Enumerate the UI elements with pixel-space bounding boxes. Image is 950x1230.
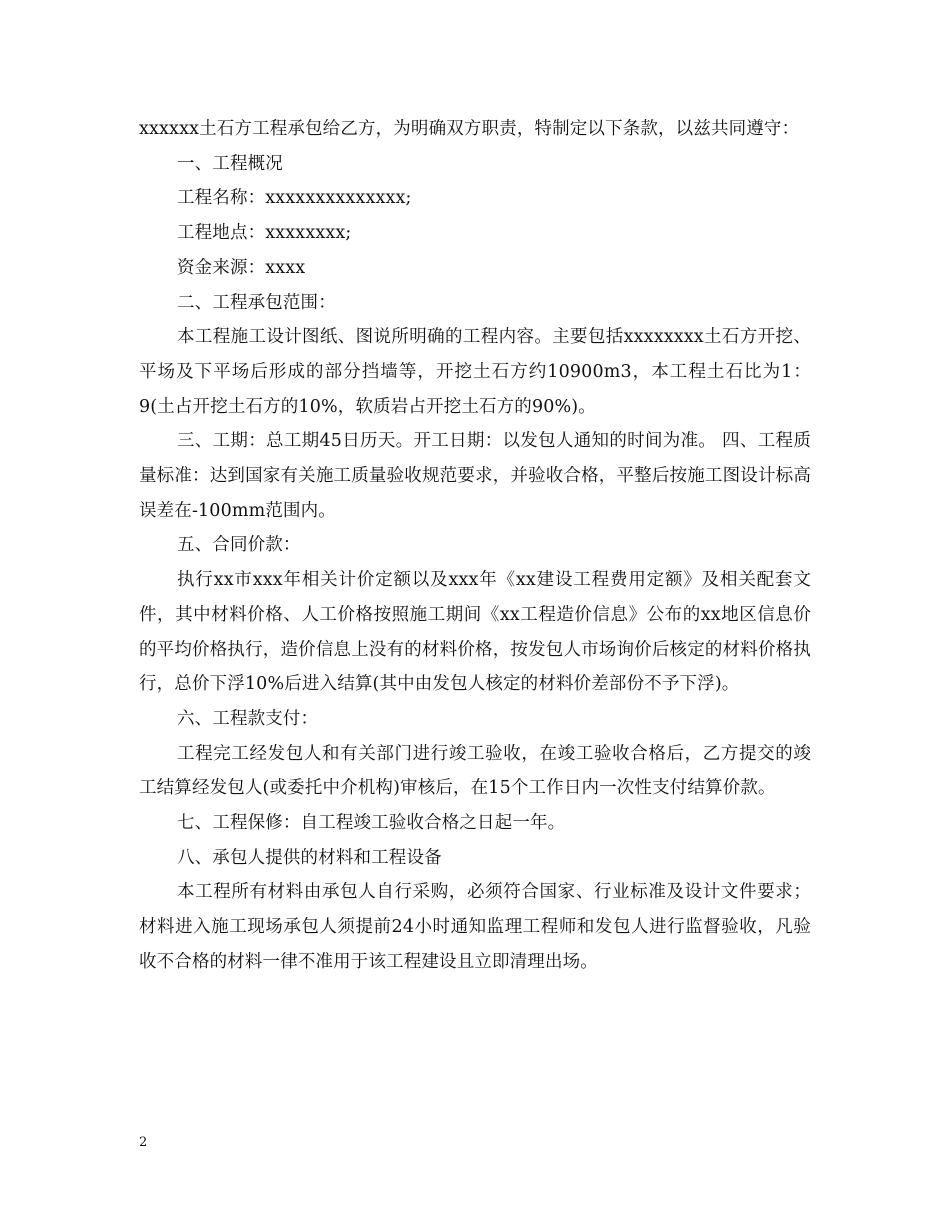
heading-materials-equipment: 八、承包人提供的材料和工程设备 (177, 847, 442, 868)
project-name-line: 工程名称：xxxxxxxxxxxxxx; (177, 188, 412, 209)
paragraph-materials-equipment: 本工程所有材料由承包人自行采购，必须符合国家、行业标准及设计文件要求；材料进入施工现场承包人须提前24小时通知监理工程师和发包人进行监督验收，凡验收不合格的材料一律不准用于该工程建设且立即清理出场。 (139, 882, 811, 972)
paragraph-contract-price: 执行xx市xxx年相关计价定额以及xxx年《xx建设工程费用定额》及相关配套文件，其中材料价格、人工价格按照施工期间《xx工程造价信息》公布的xx地区信息价的平均价格执行，造价信息上没有的材料价格，按发包人市场询价后核定的材料价格执行，总价下浮10%后进入结算(其中由发包人核定的材料价差部份不予下浮)。 (139, 570, 811, 695)
paragraph-payment: 工程完工经发包人和有关部门进行竣工验收，在竣工验收合格后，乙方提交的竣工结算经发包人(或委托中介机构)审核后，在15个工作日内一次性支付结算价款。 (139, 743, 811, 799)
heading-payment: 六、工程款支付： (177, 708, 319, 729)
paragraph-warranty: 七、工程保修：自工程竣工验收合格之日起一年。 (177, 813, 566, 834)
project-location-line: 工程地点：xxxxxxxx; (177, 223, 352, 244)
heading-contract-scope: 二、工程承包范围： (177, 292, 336, 313)
paragraph-contract-scope: 本工程施工设计图纸、图说所明确的工程内容。主要包括xxxxxxxx土石方开挖、平场及下平场后形成的部分挡墙等，开挖土石方约10900m3，本工程土石比为1：9(土占开挖土石方的10%，软质岩占开挖土石方的90%)。 (139, 327, 811, 417)
heading-contract-price: 五、合同价款： (177, 535, 301, 556)
heading-project-overview: 一、工程概况 (177, 153, 283, 174)
paragraph-intro: xxxxxx土石方工程承包给乙方，为明确双方职责，特制定以下条款，以兹共同遵守： (139, 119, 800, 139)
document-body (139, 112, 811, 980)
paragraph-schedule-quality: 三、工期：总工期45日历天。开工日期：以发包人通知的时间为准。 四、工程质量标准：达到国家有关施工质量验收规范要求，并验收合格，平整后按施工图设计标高误差在-100mm范围内。 (139, 431, 811, 521)
page-number: 2 (139, 1135, 148, 1150)
funding-source-line: 资金来源：xxxx (177, 257, 306, 278)
